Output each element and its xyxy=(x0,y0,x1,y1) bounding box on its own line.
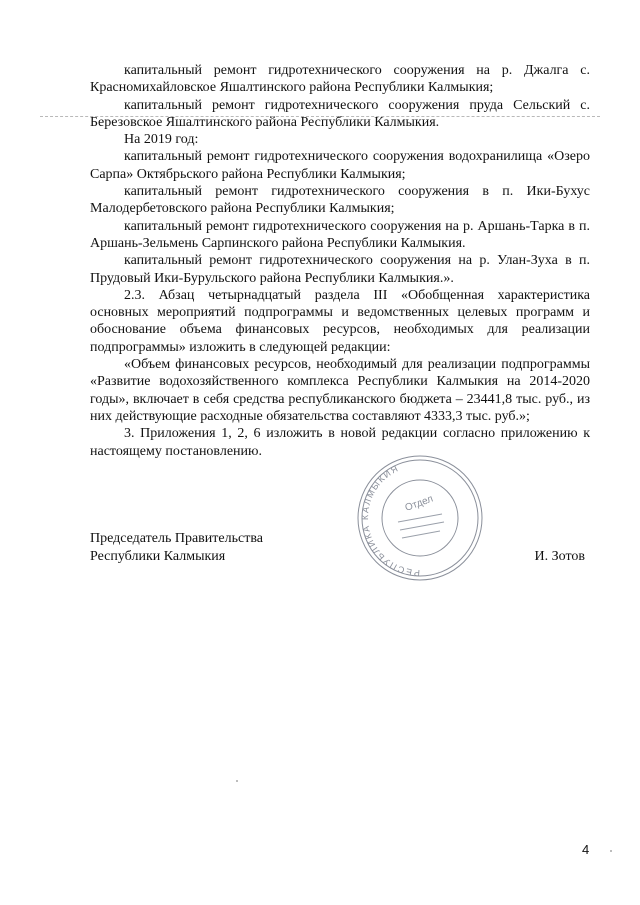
official-stamp xyxy=(330,448,510,588)
paragraph-clause-3: 3. Приложения 1, 2, 6 изложить в новой редакции согласно приложению к настоящему постановлению. xyxy=(90,426,590,459)
signatory-title-line-1: Председатель Правительства xyxy=(90,531,263,546)
svg-text:РЕСПУБЛИКА КАЛМЫКИЯ xyxy=(360,463,420,578)
paragraph-item-4: капитальный ремонт гидротехнического сооружения в п. Ики-Бухус Малодербетовского района Республики Калмыкия; xyxy=(90,184,590,217)
stamp-ring-text: РЕСПУБЛИКА КАЛМЫКИЯ xyxy=(359,462,421,579)
paragraph-item-5: капитальный ремонт гидротехнического сооружения на р. Аршань-Тарка в п. Аршань-Зельмень Сарпинского района Республики Калмыкия. xyxy=(90,218,590,251)
paragraph-quoted-amendment: «Объем финансовых ресурсов, необходимый для реализации подпрограммы «Развитие водохозяйственного комплекса Республики Калмыкия на 2014-2020 годы», включает в себя средства республиканского бюджета – 23441,8 тыс. руб., из них действующие расходные обязательства составляют 4333,3 тыс. руб.»; xyxy=(90,357,590,424)
scan-speck xyxy=(610,850,612,852)
paragraph-item-3: капитальный ремонт гидротехнического сооружения водохранилища «Озеро Сарпа» Октябрьского района Республики Калмыкия; xyxy=(90,149,590,182)
paragraph-item-2: капитальный ремонт гидротехнического сооружения пруда Сельский с. Березовское Яшалтинского района Республики Калмыкия. xyxy=(90,97,590,130)
paragraph-clause-2-3: 2.3. Абзац четырнадцатый раздела III «Обобщенная характеристика основных мероприятий подпрограммы и ведомственных целевых программ и обоснование объема финансовых ресурсов, необходимых для реализации подпрограммы» изложить в следующей редакции: xyxy=(90,287,590,355)
signatory-title-line-2: Республики Калмыкия xyxy=(90,549,226,564)
document-body xyxy=(90,62,590,460)
signatory-name: И. Зотов xyxy=(534,549,585,564)
paragraph-year-heading: На 2019 год: xyxy=(124,132,199,148)
page-number: 4 xyxy=(582,842,590,857)
stamp-center-text: Отдел xyxy=(403,493,435,514)
signatory-title xyxy=(90,530,263,566)
scan-speck xyxy=(236,780,238,782)
paragraph-item-6: капитальный ремонт гидротехнического сооружения на р. Улан-Зуха в п. Прудовый Ики-Бурульского района Республики Калмыкия.». xyxy=(90,253,590,286)
paragraph-item-1: капитальный ремонт гидротехнического сооружения на р. Джалга с. Красномихайловское Яшалтинского района Республики Калмыкия; xyxy=(90,63,590,96)
